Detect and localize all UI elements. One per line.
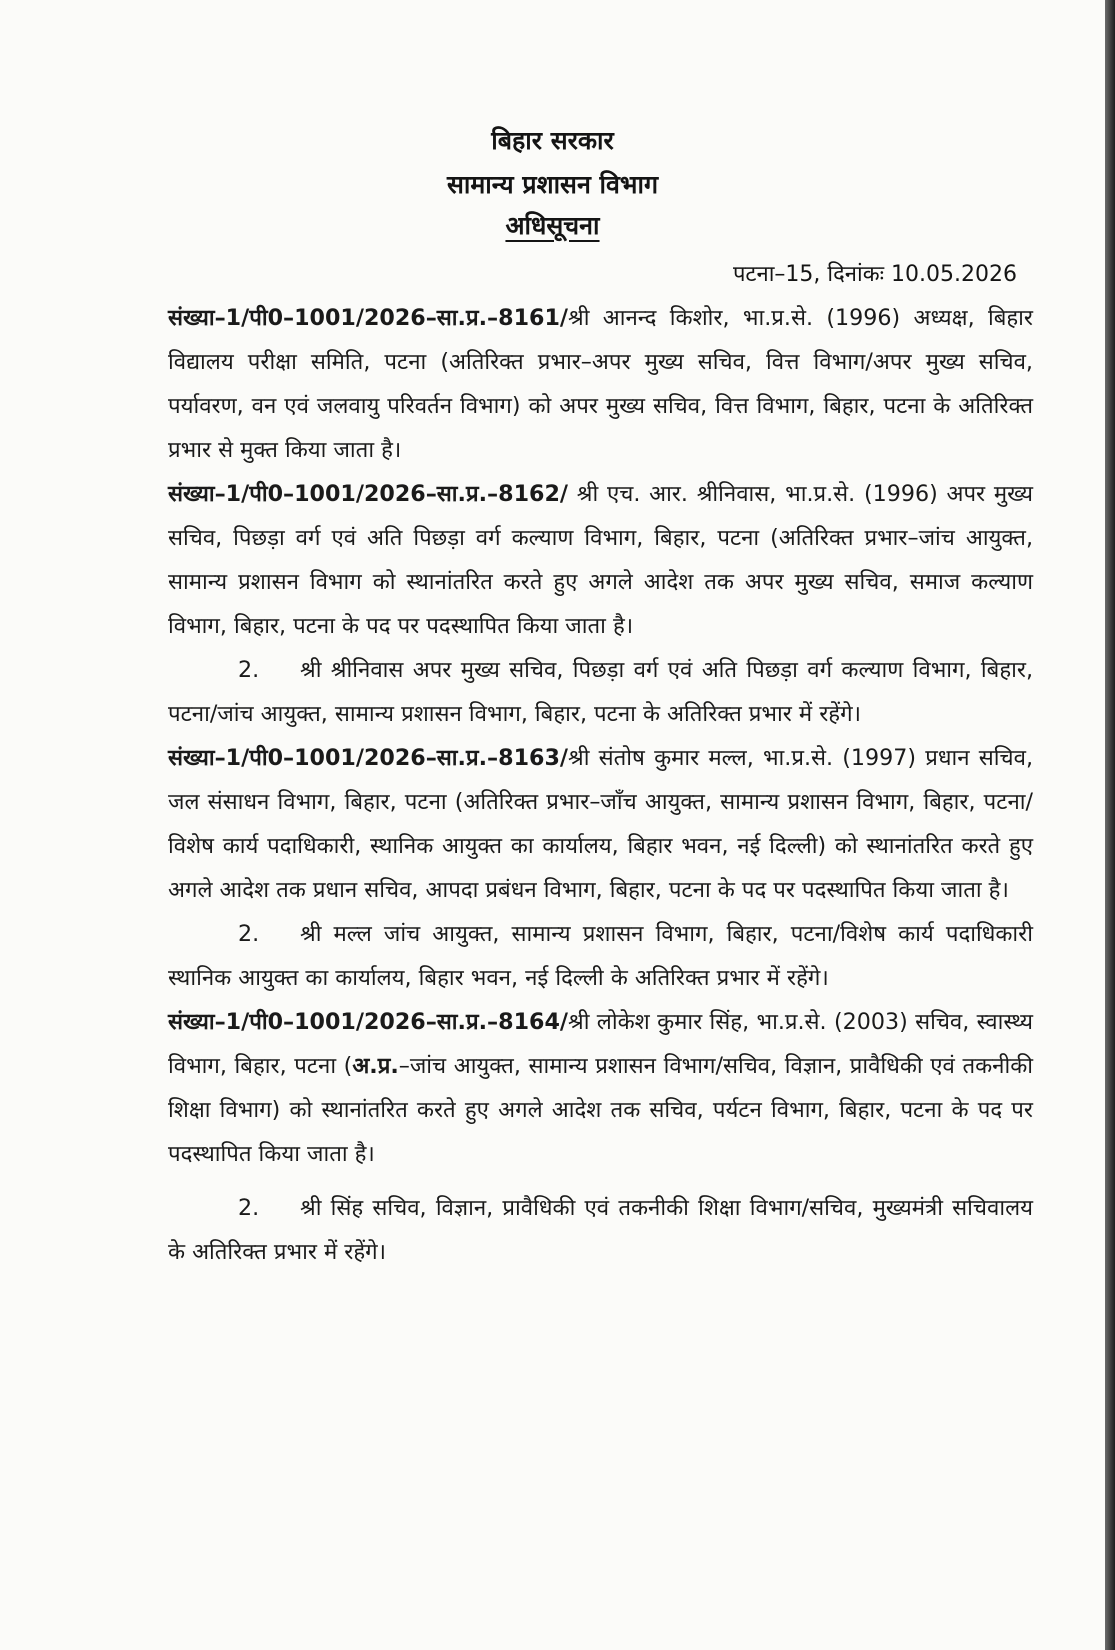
clause-number: 2. — [238, 1195, 260, 1221]
order-ref: संख्या–1/पी0–1001/2026–सा.प्र.–8161/ — [168, 305, 568, 331]
order-8162-clause-2 — [168, 648, 1033, 736]
notification-body — [168, 296, 1033, 1274]
order-8164-clause-2 — [168, 1186, 1033, 1274]
order-8164 — [168, 1000, 1033, 1176]
clause-text: श्री श्रीनिवास अपर मुख्य सचिव, पिछड़ा वर्ग एवं अति पिछड़ा वर्ग कल्याण विभाग, बिहार, पटना/जांच आयुक्त, सामान्य प्रशासन विभाग, बिहार, पटना के अतिरिक्त प्रभार में रहेंगे। — [168, 657, 1033, 727]
order-8162 — [168, 472, 1033, 648]
clause-text: श्री मल्ल जांच आयुक्त, सामान्य प्रशासन विभाग, बिहार, पटना/विशेष कार्य पदाधिकारी स्थानिक आयुक्त का कार्यालय, बिहार भवन, नई दिल्ली के अतिरिक्त प्रभार में रहेंगे। — [168, 921, 1033, 991]
scan-background-edge — [1105, 0, 1115, 1650]
order-ref: संख्या–1/पी0–1001/2026–सा.प्र.–8163/ — [168, 745, 568, 771]
order-text-end: –जांच आयुक्त, सामान्य प्रशासन विभाग/सचिव, विज्ञान, प्रावैधिकी एवं तकनीकी शिक्षा विभाग) को स्थानांतरित करते हुए अगले आदेश तक सचिव, पर्यटन विभाग, बिहार, पटना के पद पर पदस्थापित किया जाता है। — [168, 1053, 1033, 1167]
clause-text: श्री सिंह सचिव, विज्ञान, प्रावैधिकी एवं तकनीकी शिक्षा विभाग/सचिव, मुख्यमंत्री सचिवालय के अतिरिक्त प्रभार में रहेंगे। — [168, 1195, 1033, 1265]
department-heading: सामान्य प्रशासन विभाग — [446, 170, 659, 199]
notification-heading: अधिसूचना — [505, 211, 600, 240]
order-text: श्री आनन्द किशोर, भा.प्र.से. (1996) अध्यक्ष, बिहार विद्यालय परीक्षा समिति, पटना (अतिरिक्त प्रभार–अपर मुख्य सचिव, वित्त विभाग/अपर मुख्य सचिव, पर्यावरण, वन एवं जलवायु परिवर्तन विभाग) को अपर मुख्य सचिव, वित्त विभाग, बिहार, पटना के अतिरिक्त प्रभार से मुक्त किया जाता है। — [168, 305, 1033, 463]
place-date: पटना–15, दिनांकः 10.05.2026 — [732, 262, 1017, 287]
order-ref: संख्या–1/पी0–1001/2026–सा.प्र.–8164/ — [168, 1009, 568, 1035]
order-text: श्री संतोष कुमार मल्ल, भा.प्र.से. (1997) प्रधान सचिव, जल संसाधन विभाग, बिहार, पटना (अतिरिक्त प्रभार–जाँच आयुक्त, सामान्य प्रशासन विभाग, बिहार, पटना/विशेष कार्य पदाधिकारी, स्थानिक आयुक्त का कार्यालय, बिहार भवन, नई दिल्ली) को स्थानांतरित करते हुए अगले आदेश तक प्रधान सचिव, आपदा प्रबंधन विभाग, बिहार, पटना के पद पर पदस्थापित किया जाता है। — [168, 745, 1033, 903]
government-heading: बिहार सरकार — [491, 126, 614, 155]
order-text: श्री एच. आर. श्रीनिवास, भा.प्र.से. (1996) अपर मुख्य सचिव, पिछड़ा वर्ग एवं अति पिछड़ा वर्ग कल्याण विभाग, बिहार, पटना (अतिरिक्त प्रभार–जांच आयुक्त, सामान्य प्रशासन विभाग को स्थानांतरित करते हुए अगले आदेश तक अपर मुख्य सचिव, समाज कल्याण विभाग, बिहार, पटना के पद पर पदस्थापित किया जाता है। — [168, 481, 1033, 639]
order-text-start: श्री लोकेश कुमार सिंह, भा.प्र.से. (2003) सचिव, स्वास्थ्य विभाग, बिहार, पटना ( — [168, 1009, 1033, 1079]
additional-charge-abbrev: अ.प्र. — [352, 1053, 399, 1079]
order-8163 — [168, 736, 1033, 912]
order-8161 — [168, 296, 1033, 472]
clause-number: 2. — [238, 657, 260, 683]
order-8163-clause-2 — [168, 912, 1033, 1000]
order-ref: संख्या–1/पी0–1001/2026–सा.प्र.–8162/ — [168, 481, 568, 507]
clause-number: 2. — [238, 921, 260, 947]
